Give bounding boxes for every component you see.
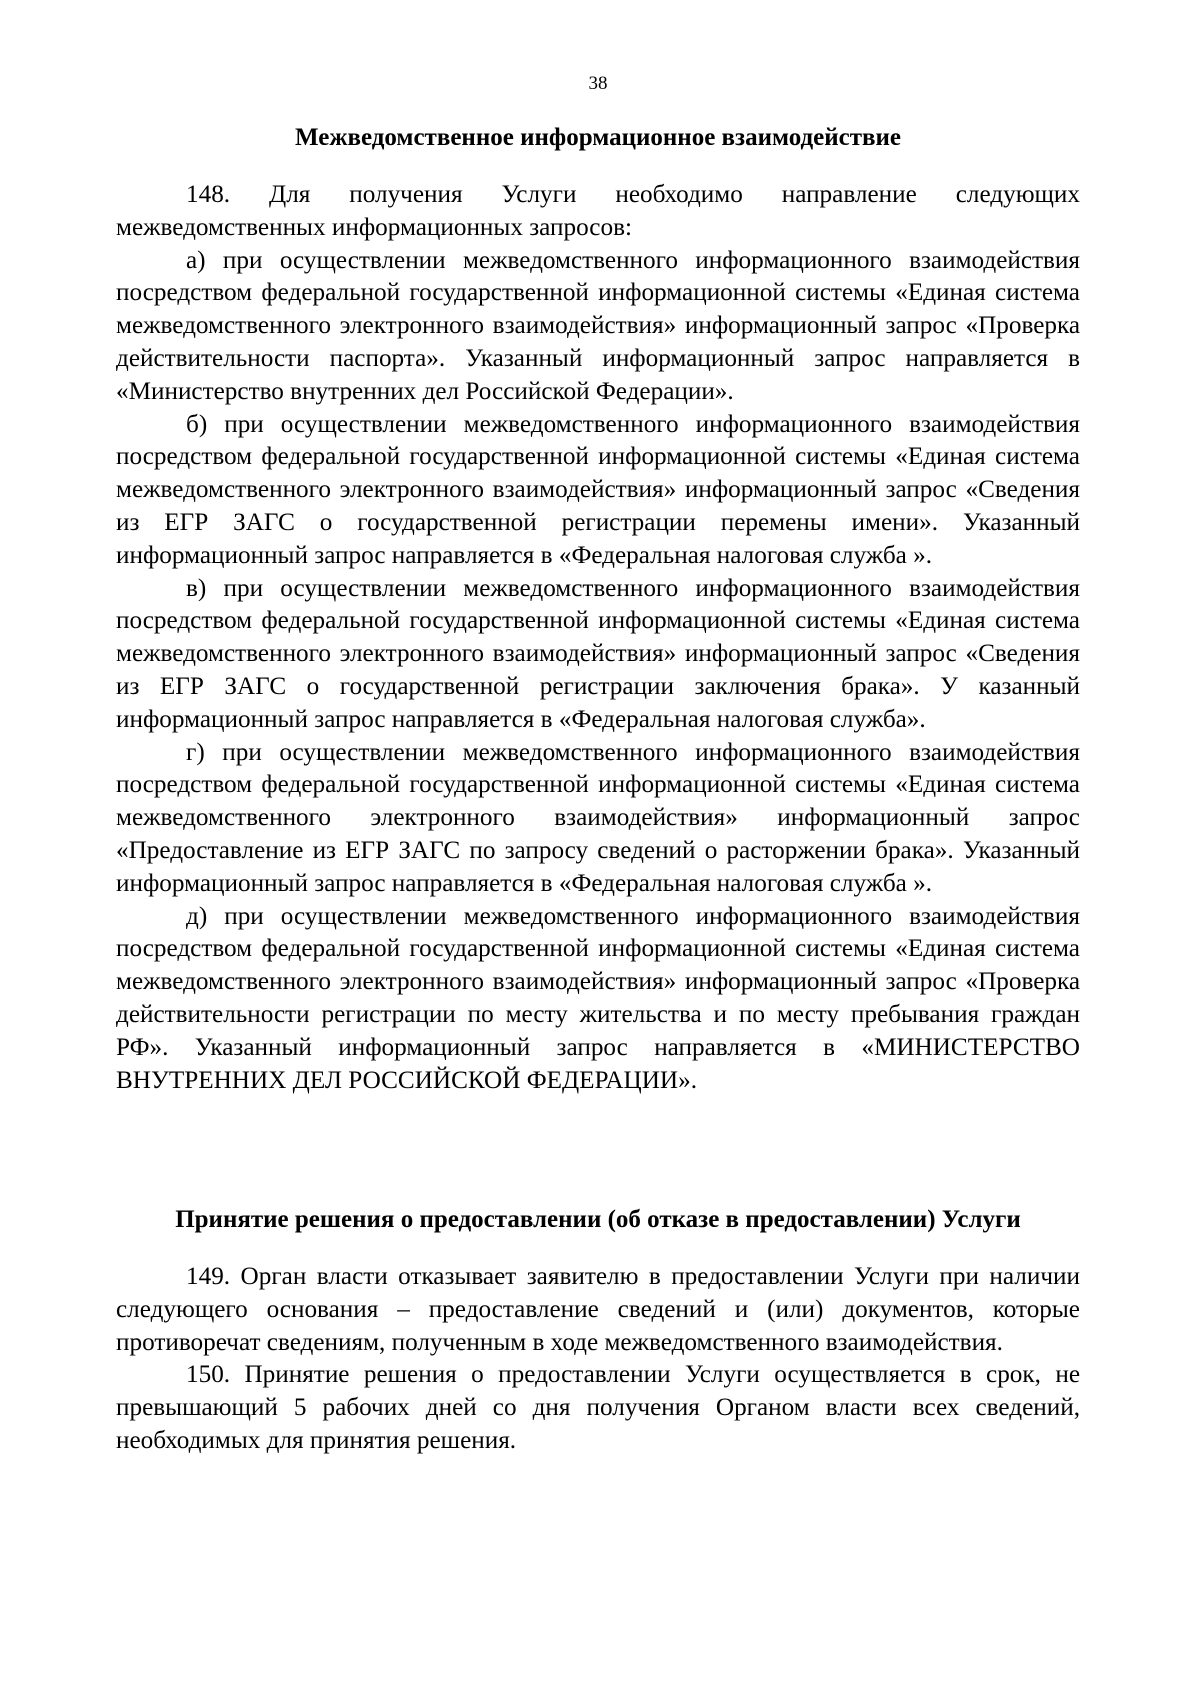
paragraph-149: 149. Орган власти отказывает заявителю в предоставлении Услуги при наличии следующего основания – предоставление сведений и (или) документов, которые противоречат сведениям, полученным в ходе межведомственного взаимодействия. — [116, 1263, 1080, 1356]
section-interagency-body — [116, 179, 1080, 1097]
section-heading-interagency: Межведомственное информационное взаимодействие — [295, 124, 901, 151]
paragraph-148-d: д) при осуществлении межведомственного информационного взаимодействия посредством федеральной государственной информационной системы «Единая система межведомственного электронного взаимодействия» информационный запрос «Проверка действительности регистрации по месту жительства и по месту пребывания граждан РФ». Указанный информационный запрос направляется в «МИНИСТЕРСТВО ВНУТРЕННИХ ДЕЛ РОССИЙСКОЙ ФЕДЕРАЦИИ». — [116, 902, 1080, 1094]
paragraph-148-b: б) при осуществлении межведомственного информационного взаимодействия посредством федеральной государственной информационной системы «Единая система межведомственного электронного взаимодействия» информационный запрос «Сведения из ЕГР ЗАГС о государственной регистрации перемены имени». Указанный информационный запрос направляется в «Федеральная налоговая служба ». — [116, 410, 1080, 569]
paragraph-150: 150. Принятие решения о предоставлении Услуги осуществляется в срок, не превышающий 5 рабочих дней со дня получения Органом власти всех сведений, необходимых для принятия решения. — [116, 1361, 1080, 1454]
page-number: 38 — [588, 73, 608, 94]
paragraph-148-v: в) при осуществлении межведомственного информационного взаимодействия посредством федеральной государственной информационной системы «Единая система межведомственного электронного взаимодействия» информационный запрос «Сведения из ЕГР ЗАГС о государственной регистрации заключения брака». У казанный информационный запрос направляется в «Федеральная налоговая служба». — [116, 574, 1080, 733]
paragraph-148-a: а) при осуществлении межведомственного информационного взаимодействия посредством федеральной государственной информационной системы «Единая система межведомственного электронного взаимодействия» информационный запрос «Проверка действительности паспорта». Указанный информационный запрос направляется в «Министерство внутренних дел Российской Федерации». — [116, 246, 1080, 405]
paragraph-148-g: г) при осуществлении межведомственного информационного взаимодействия посредством федеральной государственной информационной системы «Единая система межведомственного электронного взаимодействия» информационный запрос «Предоставление из ЕГР ЗАГС по запросу сведений о расторжении брака». Указанный информационный запрос направляется в «Федеральная налоговая служба ». — [116, 738, 1080, 897]
paragraph-148: 148. Для получения Услуги необходимо направление следующих межведомственных информационных запросов: — [116, 181, 1080, 241]
section-heading-decision: Принятие решения о предоставлении (об отказе в предоставлении) Услуги — [175, 1206, 1021, 1233]
section-decision-body — [116, 1261, 1080, 1458]
